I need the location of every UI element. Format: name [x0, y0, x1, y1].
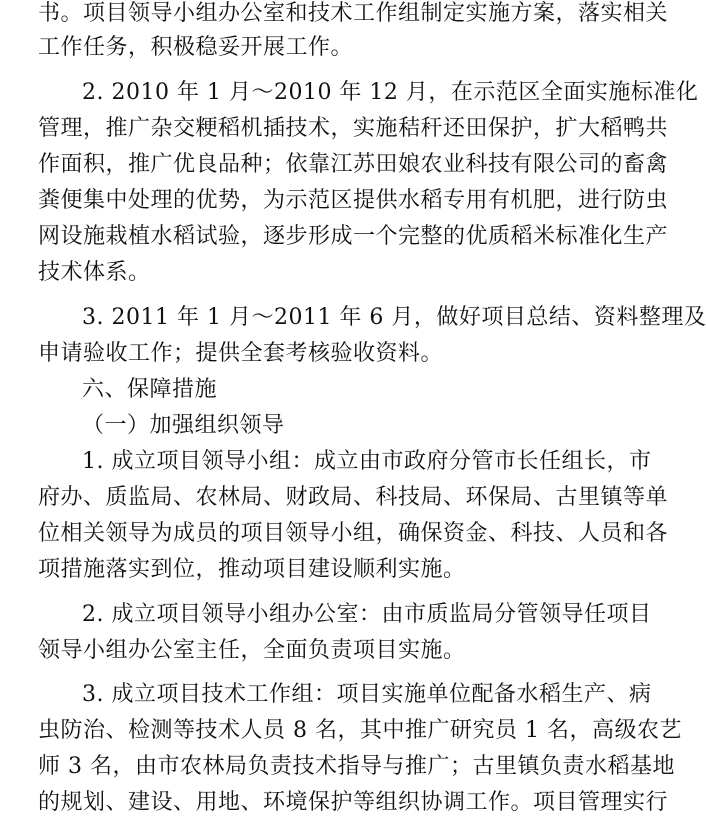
- text-line: 3. 成立项目技术工作组：项目实施单位配备水稻生产、病: [82, 682, 652, 707]
- text-line: 师 3 名，由市农林局负责技术指导与推广；古里镇负责水稻基地: [38, 754, 675, 779]
- text-line: 六、保障措施: [82, 377, 218, 402]
- text-line: 申请验收工作；提供全套考核验收资料。: [38, 341, 444, 366]
- text-line: 管理，推广杂交粳稻机插技术，实施秸秆还田保护，扩大稻鸭共: [38, 116, 669, 141]
- text-line: 2. 成立项目领导小组办公室：由市质监局分管领导任项目: [82, 602, 652, 627]
- text-line: 技术体系。: [38, 260, 151, 285]
- text-line: （一）加强组织领导: [82, 413, 285, 438]
- text-line: 的规划、建设、用地、环境保护等组织协调工作。项目管理实行: [38, 790, 669, 815]
- text-line: 工作任务，积极稳妥开展工作。: [38, 35, 354, 60]
- text-line: 粪便集中处理的优势，为示范区提供水稻专用有机肥，进行防虫: [38, 188, 669, 213]
- text-line: 项措施落实到位，推动项目建设顺利实施。: [38, 557, 466, 582]
- text-line: 网设施栽植水稻试验，逐步形成一个完整的优质稻米标准化生产: [38, 224, 669, 249]
- text-line: 1. 成立项目领导小组：成立由市政府分管市长任组长，市: [82, 449, 652, 474]
- text-line: 3. 2011 年 1 月～2011 年 6 月，做好项目总结、资料整理及: [82, 305, 706, 330]
- text-line: 书。项目领导小组办公室和技术工作组制定实施方案，落实相关: [38, 1, 669, 26]
- text-line: 领导小组办公室主任，全面负责项目实施。: [38, 638, 466, 663]
- text-line: 府办、质监局、农林局、财政局、科技局、环保局、古里镇等单: [38, 485, 669, 510]
- text-line: 作面积，推广优良品种；依靠江苏田娘农业科技有限公司的畜禽: [38, 152, 669, 177]
- text-line: 虫防治、检测等技术人员 8 名，其中推广研究员 1 名，高级农艺: [38, 718, 682, 743]
- text-line: 2. 2010 年 1 月～2010 年 12 月，在示范区全面实施标准化: [82, 80, 699, 105]
- text-line: 位相关领导为成员的项目领导小组，确保资金、科技、人员和各: [38, 521, 669, 546]
